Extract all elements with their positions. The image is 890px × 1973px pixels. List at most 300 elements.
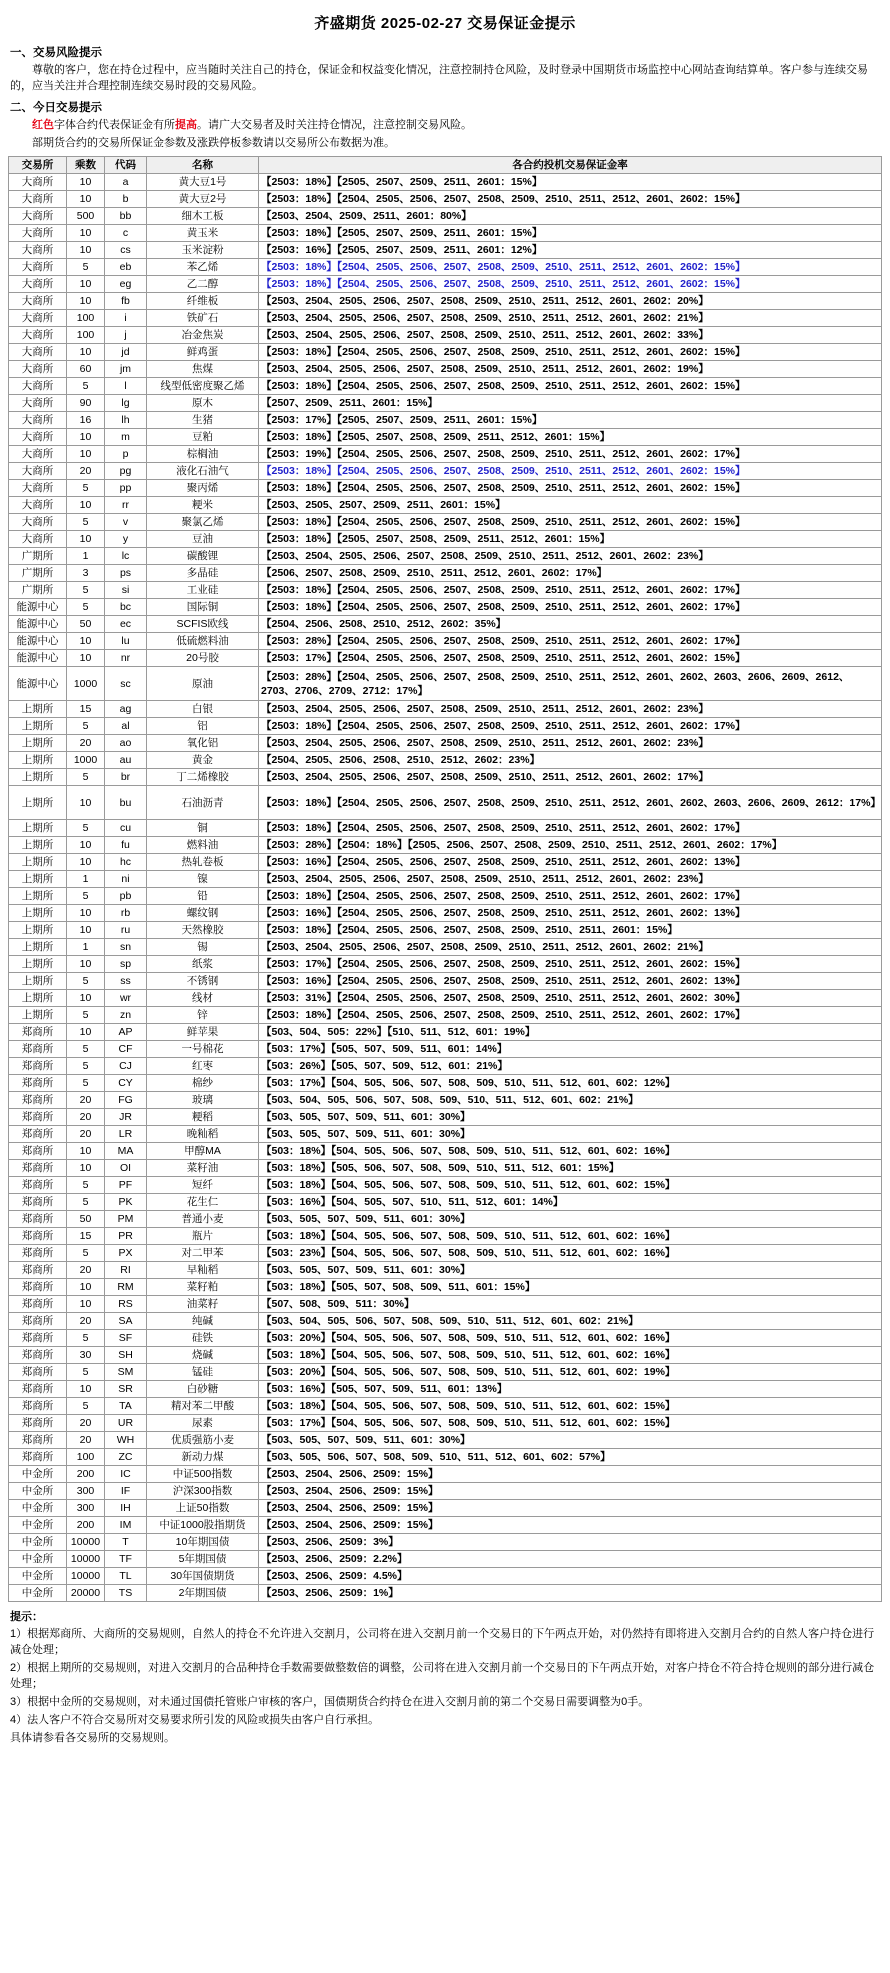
cell-multiplier: 5 xyxy=(67,973,105,990)
cell-margin-rate: 【2503、2504、2505、2506、2507、2508、2509、2510、2511、2512、2601、2602：19%】 xyxy=(259,361,882,378)
cell-code: lh xyxy=(105,412,147,429)
cell-exchange: 大商所 xyxy=(9,531,67,548)
cell-exchange: 中金所 xyxy=(9,1585,67,1602)
cell-margin-rate: 【503：20%】【504、505、506、507、508、509、510、511、512、601、602：19%】 xyxy=(259,1364,882,1381)
cell-multiplier: 20000 xyxy=(67,1585,105,1602)
cell-margin-rate: 【503：18%】【505、506、507、508、509、510、511、512、601：15%】 xyxy=(259,1160,882,1177)
cell-exchange: 上期所 xyxy=(9,718,67,735)
table-row xyxy=(9,888,882,905)
cell-code: LR xyxy=(105,1126,147,1143)
cell-multiplier: 20 xyxy=(67,1313,105,1330)
cell-multiplier: 10 xyxy=(67,191,105,208)
table-row xyxy=(9,276,882,293)
cell-multiplier: 5 xyxy=(67,1245,105,1262)
cell-code: ru xyxy=(105,922,147,939)
cell-exchange: 郑商所 xyxy=(9,1279,67,1296)
cell-exchange: 大商所 xyxy=(9,208,67,225)
cell-exchange: 广期所 xyxy=(9,548,67,565)
tips-title: 提示： xyxy=(10,1611,43,1623)
cell-name: 黄大豆1号 xyxy=(147,174,259,191)
cell-exchange: 郑商所 xyxy=(9,1075,67,1092)
cell-name: 铁矿石 xyxy=(147,310,259,327)
table-row xyxy=(9,905,882,922)
table-row xyxy=(9,327,882,344)
cell-code: UR xyxy=(105,1415,147,1432)
cell-margin-rate: 【2503：17%】【2505、2507、2509、2511、2601：15%】 xyxy=(259,412,882,429)
cell-code: bb xyxy=(105,208,147,225)
cell-margin-rate: 【2503：28%】【2504：18%】【2505、2506、2507、2508、2509、2510、2511、2512、2601、2602：17%】 xyxy=(259,837,882,854)
cell-exchange: 郑商所 xyxy=(9,1415,67,1432)
cell-code: lc xyxy=(105,548,147,565)
cell-name: 精对苯二甲酸 xyxy=(147,1398,259,1415)
cell-multiplier: 100 xyxy=(67,310,105,327)
cell-margin-rate: 【2503、2504、2506、2509：15%】 xyxy=(259,1483,882,1500)
cell-margin-rate: 【503、505、507、509、511、601：30%】 xyxy=(259,1432,882,1449)
cell-code: lu xyxy=(105,633,147,650)
cell-exchange: 大商所 xyxy=(9,361,67,378)
col-header-rate: 各合约投机交易保证金率 xyxy=(259,157,882,174)
cell-name: 焦煤 xyxy=(147,361,259,378)
cell-name: 螺纹钢 xyxy=(147,905,259,922)
table-row xyxy=(9,667,882,701)
cell-name: 黄玉米 xyxy=(147,225,259,242)
cell-margin-rate: 【2503：18%】【2504、2505、2506、2507、2508、2509、2510、2511、2512、2601、2602：17%】 xyxy=(259,718,882,735)
margin-rate-table xyxy=(8,156,882,1602)
cell-multiplier: 20 xyxy=(67,1432,105,1449)
cell-exchange: 大商所 xyxy=(9,242,67,259)
tip-item: 2）根据上期所的交易规则，对进入交割月的合品种持仓手数需要做整数倍的调整，公司将在进入交割月前一个交易日的下午两点开始，对客户持仓不符合持仓规则的部分进行减仓处理； xyxy=(10,1662,875,1690)
table-row xyxy=(9,1109,882,1126)
table-row xyxy=(9,1211,882,1228)
cell-multiplier: 5 xyxy=(67,582,105,599)
cell-name: 中证1000股指期货 xyxy=(147,1517,259,1534)
table-row xyxy=(9,548,882,565)
cell-multiplier: 10 xyxy=(67,1279,105,1296)
table-row xyxy=(9,361,882,378)
cell-name: 瓶片 xyxy=(147,1228,259,1245)
cell-margin-rate: 【2503、2504、2506、2509：15%】 xyxy=(259,1466,882,1483)
cell-code: RM xyxy=(105,1279,147,1296)
cell-exchange: 上期所 xyxy=(9,735,67,752)
cell-multiplier: 20 xyxy=(67,735,105,752)
cell-margin-rate: 【503、505、506、507、508、509、510、511、512、601、602：57%】 xyxy=(259,1449,882,1466)
table-row xyxy=(9,259,882,276)
cell-multiplier: 10 xyxy=(67,531,105,548)
cell-margin-rate: 【2503、2506、2509：3%】 xyxy=(259,1534,882,1551)
col-header-name: 名称 xyxy=(147,157,259,174)
cell-margin-rate: 【2503：18%】【2504、2505、2506、2507、2508、2509、2510、2511、2512、2601、2602：17%】 xyxy=(259,599,882,616)
cell-name: 粳米 xyxy=(147,497,259,514)
cell-name: 热轧卷板 xyxy=(147,854,259,871)
table-row xyxy=(9,956,882,973)
cell-name: 细木工板 xyxy=(147,208,259,225)
cell-margin-rate: 【2503：16%】【2504、2505、2506、2507、2508、2509、2510、2511、2512、2601、2602：13%】 xyxy=(259,973,882,990)
cell-margin-rate: 【2503、2504、2506、2509：15%】 xyxy=(259,1500,882,1517)
cell-exchange: 大商所 xyxy=(9,174,67,191)
cell-multiplier: 10 xyxy=(67,786,105,820)
col-header-multiplier: 乘数 xyxy=(67,157,105,174)
cell-name: 铜 xyxy=(147,820,259,837)
table-row xyxy=(9,922,882,939)
cell-exchange: 广期所 xyxy=(9,565,67,582)
cell-code: PK xyxy=(105,1194,147,1211)
cell-exchange: 中金所 xyxy=(9,1568,67,1585)
cell-code: jd xyxy=(105,344,147,361)
table-row xyxy=(9,497,882,514)
cell-multiplier: 1 xyxy=(67,871,105,888)
cell-multiplier: 1 xyxy=(67,939,105,956)
cell-exchange: 大商所 xyxy=(9,395,67,412)
cell-exchange: 郑商所 xyxy=(9,1024,67,1041)
cell-exchange: 郑商所 xyxy=(9,1143,67,1160)
table-row xyxy=(9,1228,882,1245)
today-notice-line-1: 红色字体合约代表保证金有所提高。请广大交易者及时关注持仓情况，注意控制交易风险。 xyxy=(32,119,472,131)
table-row xyxy=(9,820,882,837)
cell-name: SCFIS欧线 xyxy=(147,616,259,633)
cell-exchange: 中金所 xyxy=(9,1534,67,1551)
table-row xyxy=(9,769,882,786)
table-row xyxy=(9,1466,882,1483)
cell-code: AP xyxy=(105,1024,147,1041)
cell-multiplier: 1000 xyxy=(67,667,105,701)
cell-code: al xyxy=(105,718,147,735)
col-header-code: 代码 xyxy=(105,157,147,174)
table-row xyxy=(9,1143,882,1160)
cell-code: SF xyxy=(105,1330,147,1347)
cell-margin-rate: 【503：20%】【504、505、506、507、508、509、510、511、512、601、602：16%】 xyxy=(259,1330,882,1347)
cell-name: 豆油 xyxy=(147,531,259,548)
table-row xyxy=(9,242,882,259)
cell-exchange: 上期所 xyxy=(9,752,67,769)
cell-name: 丁二烯橡胶 xyxy=(147,769,259,786)
cell-margin-rate: 【2503、2504、2505、2506、2507、2508、2509、2510、2511、2512、2601、2602：21%】 xyxy=(259,939,882,956)
cell-name: 不锈钢 xyxy=(147,973,259,990)
cell-margin-rate: 【503：17%】【504、505、506、507、508、509、510、511、512、601、602：12%】 xyxy=(259,1075,882,1092)
cell-margin-rate: 【503：18%】【504、505、506、507、508、509、510、511、512、601、602：16%】 xyxy=(259,1347,882,1364)
cell-multiplier: 20 xyxy=(67,1415,105,1432)
cell-exchange: 大商所 xyxy=(9,480,67,497)
cell-name: 原木 xyxy=(147,395,259,412)
table-row xyxy=(9,599,882,616)
cell-exchange: 郑商所 xyxy=(9,1330,67,1347)
cell-margin-rate: 【503、505、507、509、511、601：30%】 xyxy=(259,1262,882,1279)
table-row xyxy=(9,1551,882,1568)
cell-name: 碳酸锂 xyxy=(147,548,259,565)
cell-multiplier: 10 xyxy=(67,650,105,667)
cell-code: eg xyxy=(105,276,147,293)
cell-code: RS xyxy=(105,1296,147,1313)
table-row xyxy=(9,735,882,752)
cell-name: 5年期国债 xyxy=(147,1551,259,1568)
cell-name: 线材 xyxy=(147,990,259,1007)
cell-exchange: 上期所 xyxy=(9,769,67,786)
cell-multiplier: 200 xyxy=(67,1517,105,1534)
table-row xyxy=(9,514,882,531)
table-row xyxy=(9,1483,882,1500)
cell-multiplier: 16 xyxy=(67,412,105,429)
cell-exchange: 郑商所 xyxy=(9,1228,67,1245)
cell-exchange: 郑商所 xyxy=(9,1262,67,1279)
cell-name: 菜籽油 xyxy=(147,1160,259,1177)
cell-multiplier: 200 xyxy=(67,1466,105,1483)
table-row xyxy=(9,616,882,633)
cell-name: 上证50指数 xyxy=(147,1500,259,1517)
cell-name: 2年期国债 xyxy=(147,1585,259,1602)
cell-multiplier: 20 xyxy=(67,463,105,480)
cell-exchange: 郑商所 xyxy=(9,1092,67,1109)
table-row xyxy=(9,429,882,446)
cell-margin-rate: 【2503：18%】【2504、2505、2506、2507、2508、2509、2510、2511、2512、2601、2602：15%】 xyxy=(259,378,882,395)
cell-multiplier: 300 xyxy=(67,1483,105,1500)
cell-multiplier: 5 xyxy=(67,1058,105,1075)
cell-code: b xyxy=(105,191,147,208)
cell-exchange: 中金所 xyxy=(9,1466,67,1483)
table-row xyxy=(9,1092,882,1109)
cell-name: 新动力煤 xyxy=(147,1449,259,1466)
table-row xyxy=(9,174,882,191)
cell-multiplier: 10 xyxy=(67,1143,105,1160)
cell-multiplier: 50 xyxy=(67,1211,105,1228)
cell-exchange: 大商所 xyxy=(9,497,67,514)
cell-exchange: 上期所 xyxy=(9,854,67,871)
table-header-row xyxy=(9,157,882,174)
cell-code: jm xyxy=(105,361,147,378)
cell-code: ec xyxy=(105,616,147,633)
cell-name: 多晶硅 xyxy=(147,565,259,582)
table-row xyxy=(9,395,882,412)
cell-exchange: 郑商所 xyxy=(9,1058,67,1075)
cell-code: CY xyxy=(105,1075,147,1092)
cell-margin-rate: 【2503、2504、2505、2506、2507、2508、2509、2510、2511、2512、2601、2602：23%】 xyxy=(259,735,882,752)
cell-name: 天然橡胶 xyxy=(147,922,259,939)
cell-exchange: 郑商所 xyxy=(9,1432,67,1449)
cell-name: 玻璃 xyxy=(147,1092,259,1109)
cell-name: 尿素 xyxy=(147,1415,259,1432)
table-row xyxy=(9,310,882,327)
cell-name: 镍 xyxy=(147,871,259,888)
cell-exchange: 能源中心 xyxy=(9,616,67,633)
cell-code: sp xyxy=(105,956,147,973)
cell-code: lg xyxy=(105,395,147,412)
cell-name: 低硫燃料油 xyxy=(147,633,259,650)
cell-exchange: 大商所 xyxy=(9,446,67,463)
cell-margin-rate: 【2503、2504、2505、2506、2507、2508、2509、2510、2511、2512、2601、2602：23%】 xyxy=(259,701,882,718)
cell-margin-rate: 【2503：18%】【2504、2505、2506、2507、2508、2509、2510、2511、2512、2601、2602：15%】 xyxy=(259,259,882,276)
cell-name: 冶金焦炭 xyxy=(147,327,259,344)
cell-name: 苯乙烯 xyxy=(147,259,259,276)
cell-code: cu xyxy=(105,820,147,837)
cell-name: 生猪 xyxy=(147,412,259,429)
table-row xyxy=(9,1500,882,1517)
table-row xyxy=(9,990,882,1007)
cell-multiplier: 10 xyxy=(67,446,105,463)
cell-name: 硅铁 xyxy=(147,1330,259,1347)
cell-name: 白砂糖 xyxy=(147,1381,259,1398)
cell-exchange: 大商所 xyxy=(9,225,67,242)
cell-exchange: 上期所 xyxy=(9,973,67,990)
table-row xyxy=(9,1075,882,1092)
table-row xyxy=(9,1007,882,1024)
cell-exchange: 上期所 xyxy=(9,1007,67,1024)
cell-name: 燃料油 xyxy=(147,837,259,854)
table-row xyxy=(9,293,882,310)
cell-margin-rate: 【2506、2507、2508、2509、2510、2511、2512、2601、2602：17%】 xyxy=(259,565,882,582)
today-notice-line-2: 部期货合约的交易所保证金参数及涨跌停板参数请以交易所公布数据为准。 xyxy=(32,137,395,149)
cell-multiplier: 10 xyxy=(67,1296,105,1313)
cell-name: 纯碱 xyxy=(147,1313,259,1330)
cell-exchange: 大商所 xyxy=(9,463,67,480)
cell-margin-rate: 【503、505、507、509、511、601：30%】 xyxy=(259,1211,882,1228)
section-risk-notice xyxy=(8,41,882,96)
tips-list xyxy=(8,1625,882,1747)
cell-exchange: 郑商所 xyxy=(9,1296,67,1313)
cell-code: CJ xyxy=(105,1058,147,1075)
cell-margin-rate: 【2503：18%】【2505、2507、2508、2509、2511、2512、2601：15%】 xyxy=(259,429,882,446)
cell-exchange: 上期所 xyxy=(9,701,67,718)
cell-code: ao xyxy=(105,735,147,752)
cell-multiplier: 5 xyxy=(67,1075,105,1092)
cell-multiplier: 5 xyxy=(67,1398,105,1415)
cell-margin-rate: 【2503：18%】【2504、2505、2506、2507、2508、2509、2510、2511、2512、2601、2602：17%】 xyxy=(259,888,882,905)
cell-multiplier: 5 xyxy=(67,259,105,276)
cell-multiplier: 5 xyxy=(67,1007,105,1024)
cell-multiplier: 10 xyxy=(67,174,105,191)
cell-margin-rate: 【2503：19%】【2504、2505、2506、2507、2508、2509、2510、2511、2512、2601、2602：17%】 xyxy=(259,446,882,463)
cell-code: pp xyxy=(105,480,147,497)
section-heading-risk: 一、交易风险提示 xyxy=(10,47,102,59)
cell-name: 棕榈油 xyxy=(147,446,259,463)
cell-exchange: 郑商所 xyxy=(9,1160,67,1177)
cell-exchange: 中金所 xyxy=(9,1551,67,1568)
cell-margin-rate: 【2503、2506、2509：4.5%】 xyxy=(259,1568,882,1585)
cell-margin-rate: 【2503、2504、2509、2511、2601：80%】 xyxy=(259,208,882,225)
cell-exchange: 中金所 xyxy=(9,1517,67,1534)
cell-code: WH xyxy=(105,1432,147,1449)
cell-code: MA xyxy=(105,1143,147,1160)
cell-margin-rate: 【2503：18%】【2504、2505、2506、2507、2508、2509、2510、2511、2512、2601、2602：15%】 xyxy=(259,463,882,480)
cell-margin-rate: 【2503、2506、2509：2.2%】 xyxy=(259,1551,882,1568)
cell-name: 烧碱 xyxy=(147,1347,259,1364)
cell-code: TF xyxy=(105,1551,147,1568)
cell-code: IH xyxy=(105,1500,147,1517)
cell-exchange: 郑商所 xyxy=(9,1347,67,1364)
table-row xyxy=(9,1449,882,1466)
cell-multiplier: 10000 xyxy=(67,1534,105,1551)
table-row xyxy=(9,463,882,480)
cell-code: i xyxy=(105,310,147,327)
cell-multiplier: 90 xyxy=(67,395,105,412)
table-row xyxy=(9,1364,882,1381)
table-row xyxy=(9,1245,882,1262)
cell-code: hc xyxy=(105,854,147,871)
cell-multiplier: 5 xyxy=(67,378,105,395)
cell-multiplier: 10 xyxy=(67,293,105,310)
table-row xyxy=(9,1398,882,1415)
cell-name: 红枣 xyxy=(147,1058,259,1075)
cell-exchange: 郑商所 xyxy=(9,1313,67,1330)
table-row xyxy=(9,412,882,429)
cell-exchange: 上期所 xyxy=(9,922,67,939)
cell-margin-rate: 【2503、2504、2505、2506、2507、2508、2509、2510、2511、2512、2601、2602：33%】 xyxy=(259,327,882,344)
cell-margin-rate: 【2503：18%】【2504、2505、2506、2507、2508、2509、2510、2511、2512、2601、2602：17%】 xyxy=(259,582,882,599)
cell-margin-rate: 【2503：18%】【2504、2505、2506、2507、2508、2509、2510、2511、2512、2601、2602、2603、2606、2609、2612：17%】 xyxy=(259,786,882,820)
cell-name: 线型低密度聚乙烯 xyxy=(147,378,259,395)
tip-item: 1）根据郑商所、大商所的交易规则，自然人的持仓不允许进入交割月，公司将在进入交割月前一个交易日的下午两点开始，对仍然持有即将进入交割月合约的自然人客户持仓进行减仓处理； xyxy=(10,1628,875,1656)
cell-name: 工业硅 xyxy=(147,582,259,599)
table-row xyxy=(9,1262,882,1279)
cell-margin-rate: 【2503：16%】【2505、2507、2509、2511、2601：12%】 xyxy=(259,242,882,259)
cell-exchange: 上期所 xyxy=(9,956,67,973)
cell-margin-rate: 【2504、2506、2508、2510、2512、2602：35%】 xyxy=(259,616,882,633)
table-row xyxy=(9,1126,882,1143)
cell-margin-rate: 【503：23%】【504、505、506、507、508、509、510、511、512、601、602：16%】 xyxy=(259,1245,882,1262)
cell-multiplier: 5 xyxy=(67,820,105,837)
cell-code: wr xyxy=(105,990,147,1007)
cell-multiplier: 10 xyxy=(67,633,105,650)
cell-code: IF xyxy=(105,1483,147,1500)
cell-code: PF xyxy=(105,1177,147,1194)
cell-code: sn xyxy=(105,939,147,956)
table-row xyxy=(9,446,882,463)
cell-multiplier: 10 xyxy=(67,990,105,1007)
cell-name: 30年国债期货 xyxy=(147,1568,259,1585)
cell-name: 乙二醇 xyxy=(147,276,259,293)
table-row xyxy=(9,1381,882,1398)
cell-exchange: 上期所 xyxy=(9,820,67,837)
table-row xyxy=(9,650,882,667)
table-row xyxy=(9,1534,882,1551)
table-row xyxy=(9,752,882,769)
cell-exchange: 大商所 xyxy=(9,429,67,446)
table-row xyxy=(9,871,882,888)
cell-margin-rate: 【503、504、505、506、507、508、509、510、511、512、601、602：21%】 xyxy=(259,1313,882,1330)
cell-multiplier: 10 xyxy=(67,1381,105,1398)
table-row xyxy=(9,1568,882,1585)
cell-margin-rate: 【503：18%】【504、505、506、507、508、509、510、511、512、601、602：15%】 xyxy=(259,1398,882,1415)
cell-margin-rate: 【2503：18%】【2504、2505、2506、2507、2508、2509、2510、2511、2601：15%】 xyxy=(259,922,882,939)
cell-name: 甲醇MA xyxy=(147,1143,259,1160)
cell-margin-rate: 【2503：31%】【2504、2505、2506、2507、2508、2509、2510、2511、2512、2601、2602：30%】 xyxy=(259,990,882,1007)
table-row xyxy=(9,1296,882,1313)
cell-exchange: 大商所 xyxy=(9,259,67,276)
cell-code: au xyxy=(105,752,147,769)
cell-margin-rate: 【503、504、505、506、507、508、509、510、511、512、601、602：21%】 xyxy=(259,1092,882,1109)
cell-code: eb xyxy=(105,259,147,276)
cell-code: y xyxy=(105,531,147,548)
cell-name: 粳稻 xyxy=(147,1109,259,1126)
cell-multiplier: 10 xyxy=(67,837,105,854)
cell-exchange: 上期所 xyxy=(9,990,67,1007)
cell-margin-rate: 【2503：16%】【2504、2505、2506、2507、2508、2509、2510、2511、2512、2601、2602：13%】 xyxy=(259,905,882,922)
cell-multiplier: 100 xyxy=(67,327,105,344)
table-row xyxy=(9,1041,882,1058)
cell-multiplier: 10 xyxy=(67,854,105,871)
cell-name: 聚氯乙烯 xyxy=(147,514,259,531)
cell-margin-rate: 【2503、2504、2505、2506、2507、2508、2509、2510、2511、2512、2601、2602：23%】 xyxy=(259,871,882,888)
cell-code: rr xyxy=(105,497,147,514)
cell-code: FG xyxy=(105,1092,147,1109)
cell-multiplier: 5 xyxy=(67,1330,105,1347)
cell-exchange: 郑商所 xyxy=(9,1245,67,1262)
table-row xyxy=(9,973,882,990)
cell-margin-rate: 【2503：18%】【2504、2505、2506、2507、2508、2509、2510、2511、2512、2601、2602：15%】 xyxy=(259,344,882,361)
cell-code: si xyxy=(105,582,147,599)
table-row xyxy=(9,531,882,548)
cell-margin-rate: 【503：17%】【505、507、509、511、601：14%】 xyxy=(259,1041,882,1058)
cell-exchange: 郑商所 xyxy=(9,1109,67,1126)
cell-exchange: 能源中心 xyxy=(9,650,67,667)
cell-exchange: 上期所 xyxy=(9,939,67,956)
